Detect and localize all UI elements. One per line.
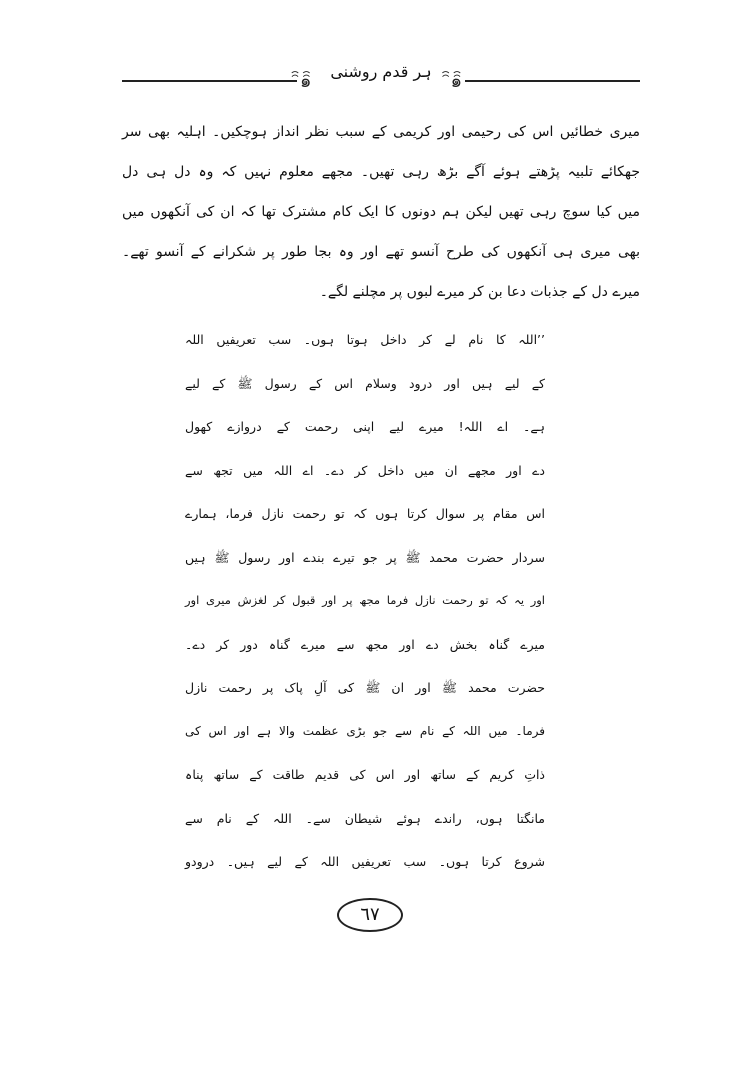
text-line: مانگتا ہوں، راندے ہوئے شیطان سے۔ اللہ کے نام سے bbox=[185, 810, 545, 826]
intro-paragraph bbox=[122, 112, 640, 312]
text-line: اس مقام پر سوال کرتا ہوں کہ تو رحمت نازل فرما، ہمارے bbox=[185, 506, 545, 521]
swirl-ornament-icon: ꩰ๑ꩰ bbox=[300, 71, 312, 92]
text-line: میرے دل کے جذبات دعا بن کر میرے لبوں پر مچلنے لگے۔ bbox=[319, 284, 640, 300]
running-header bbox=[122, 58, 640, 94]
swirl-ornament-icon: ꩰ๑ꩰ bbox=[450, 71, 462, 92]
text-line: اور یہ کہ تو رحمت نازل فرما مجھ پر اور قبول کر لغزش میری اور bbox=[185, 593, 545, 607]
text-line: میری خطائیں اس کی رحیمی اور کریمی کے سبب نظر انداز ہوچکیں۔ اہلیہ بھی سر bbox=[122, 124, 640, 140]
text-line: شروع کرتا ہوں۔ سب تعریفیں اللہ کے لیے ہیں۔ درودو bbox=[185, 854, 545, 869]
dua-quote bbox=[185, 318, 545, 884]
text-line: بھی میری ہی آنکھوں کی طرح آنسو تھے اور وہ بجا طور پر شکرانے کے آنسو تھے۔ bbox=[122, 244, 640, 260]
text-line: کے لیے ہیں اور درود وسلام اس کے رسول ﷺ کے لیے bbox=[185, 375, 545, 391]
text-line: فرما۔ میں اللہ کے نام سے جو بڑی عظمت والا ہے اور اس کی bbox=[185, 723, 545, 738]
text-line: سردار حضرت محمد ﷺ پر جو تیرے بندے اور رسول ﷺ ہیں bbox=[185, 549, 545, 565]
text-line: ہے۔ اے اللہ! میرے لیے اپنی رحمت کے دروازے کھول bbox=[185, 419, 545, 434]
text-line: جھکائے تلبیہ پڑھتے ہوئے آگے بڑھ رہی تھیں۔ مجھے معلوم نہیں کہ وہ دل ہی دل bbox=[122, 164, 640, 180]
text-line: دے اور مجھے ان میں داخل کر دے۔ اے اللہ میں تجھ سے bbox=[185, 462, 545, 478]
text-line: میں کیا سوچ رہی تھیں لیکن ہم دونوں کا ایک کام مشترک تھا کہ ان کی آنکھوں میں bbox=[122, 204, 640, 220]
page-number: ٦٧ bbox=[337, 898, 403, 932]
page-body bbox=[122, 112, 640, 932]
text-line: ’’اللہ کا نام لے کر داخل ہوتا ہوں۔ سب تعریفیں اللہ bbox=[185, 332, 545, 347]
text-line: ذاتِ کریم کے ساتھ اور اس کی قدیم طاقت کے ساتھ پناہ bbox=[185, 767, 545, 782]
text-line: میرے گناہ بخش دے اور مجھ سے میرے گناہ دور کر دے۔ bbox=[185, 636, 545, 652]
text-line: حضرت محمد ﷺ اور ان ﷺ کی آلِ پاک پر رحمت نازل bbox=[185, 680, 545, 695]
book-title: ہر قدم روشنی bbox=[330, 62, 432, 81]
